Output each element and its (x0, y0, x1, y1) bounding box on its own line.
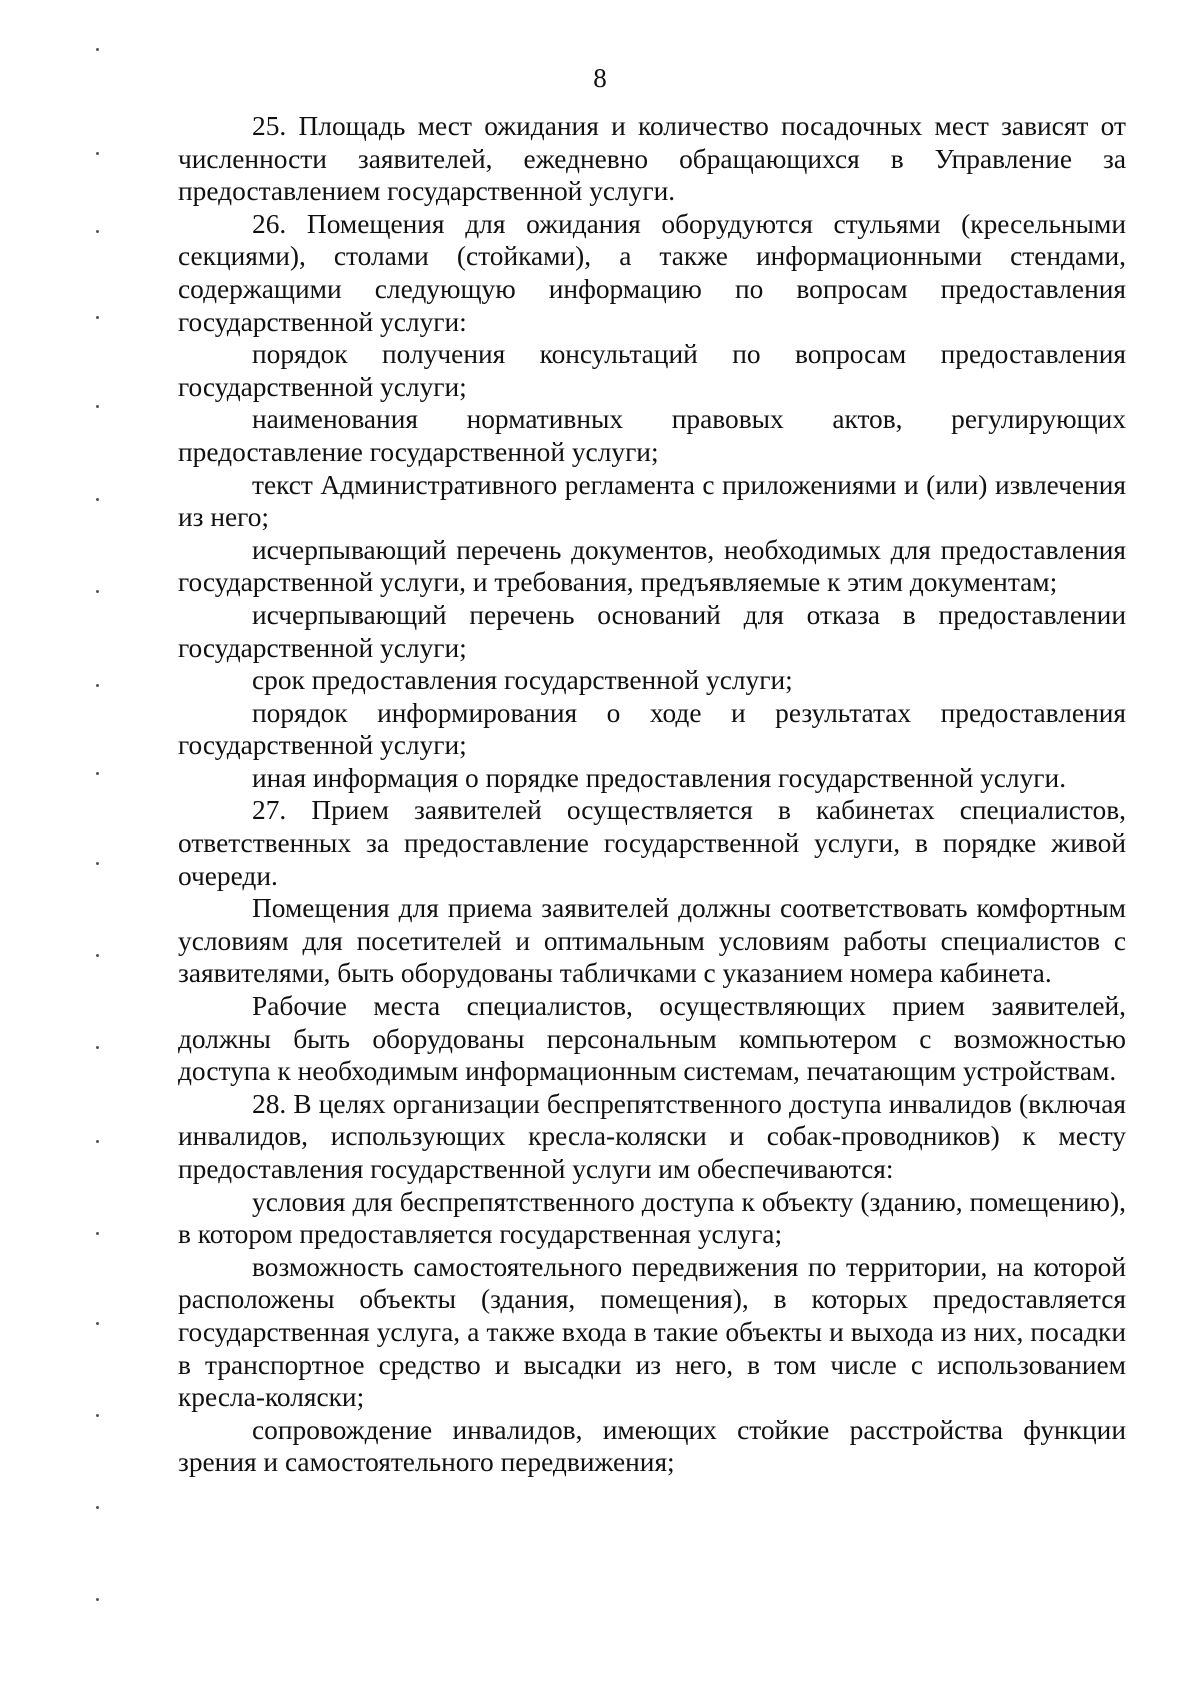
list-item: порядок информирования о ходе и результатах предоставления государственной услуги; (178, 697, 1126, 761)
list-item: условия для беспрепятственного доступа к объекту (зданию, помещению), в котором предоставляется государственная услуга; (178, 1186, 1126, 1250)
scan-dot (96, 152, 99, 155)
scan-dot (96, 405, 99, 408)
list-item: иная информация о порядке предоставления государственной услуги. (252, 762, 1067, 793)
paragraph-clause-25: 25. Площадь мест ожидания и количество посадочных мест зависят от численности заявителей, ежедневно обращающихся в Управление за предоставлением государственной услуги. (178, 111, 1126, 207)
list-item: срок предоставления государственной услуги; (252, 665, 793, 696)
list-item: возможность самостоятельного передвижения по территории, на которой расположены объекты (здания, помещения), в которых предоставляется государственная услуга, а также входа в такие объекты и выхода из них, посадки в транспортное средство и высадки из него, в том числе с использованием кресла-коляски; (178, 1251, 1126, 1413)
scan-dot (96, 498, 99, 501)
scan-dot (96, 684, 99, 687)
scan-dot (96, 1598, 99, 1601)
scan-dot (96, 316, 99, 319)
scan-dot (96, 1414, 99, 1417)
list-item: исчерпывающий перечень документов, необходимых для предоставления государственной услуги, и требования, предъявляемые к этим документам; (178, 534, 1126, 598)
list-item: исчерпывающий перечень оснований для отказа в предоставлении государственной услуги; (178, 599, 1126, 663)
scan-dot (96, 862, 99, 865)
scan-dot (96, 590, 99, 593)
list-item: наименования нормативных правовых актов, регулирующих предоставление государственной услуги; (178, 404, 1126, 467)
scan-dot (96, 48, 99, 51)
scan-dot (96, 1046, 99, 1049)
paragraph-clause-28: 28. В целях организации беспрепятственного доступа инвалидов (включая инвалидов, использующих кресла-коляски и собак-проводников) к месту предоставления государственной услуги им обеспечиваются: (178, 1088, 1126, 1184)
paragraph: Помещения для приема заявителей должны соответствовать комфортным условиям для посетителей и оптимальным условиям работы специалистов с заявителями, быть оборудованы табличками с указанием номера кабинета. (178, 893, 1126, 989)
list-item: порядок получения консультаций по вопросам предоставления государственной услуги; (178, 339, 1126, 402)
paragraph-clause-27: 27. Прием заявителей осуществляется в кабинетах специалистов, ответственных за предоставление государственной услуги, в порядке живой очереди. (178, 795, 1126, 891)
paragraph-clause-26: 26. Помещения для ожидания оборудуются стульями (кресельными секциями), столами (стойками), а также информационными стендами, содержащими следующую информацию по вопросам предоставления государственной услуги: (178, 208, 1126, 337)
scan-dot (96, 1506, 99, 1509)
list-item: текст Административного регламента с приложениями и (или) извлечения из него; (178, 469, 1126, 533)
scan-dot (96, 954, 99, 957)
scan-dot (96, 772, 99, 775)
list-item: сопровождение инвалидов, имеющих стойкие расстройства функции зрения и самостоятельного передвижения; (178, 1414, 1126, 1478)
document-body (178, 110, 1126, 1479)
scan-dot (96, 1140, 99, 1143)
scan-dot (96, 1322, 99, 1325)
scan-dot (96, 230, 99, 233)
page-number: 8 (593, 63, 607, 93)
scan-margin-marks (96, 0, 102, 1699)
scan-dot (96, 1232, 99, 1235)
paragraph: Рабочие места специалистов, осуществляющих прием заявителей, должны быть оборудованы персональным компьютером с возможностью доступа к необходимым информационным системам, печатающим устройствам. (178, 991, 1126, 1087)
